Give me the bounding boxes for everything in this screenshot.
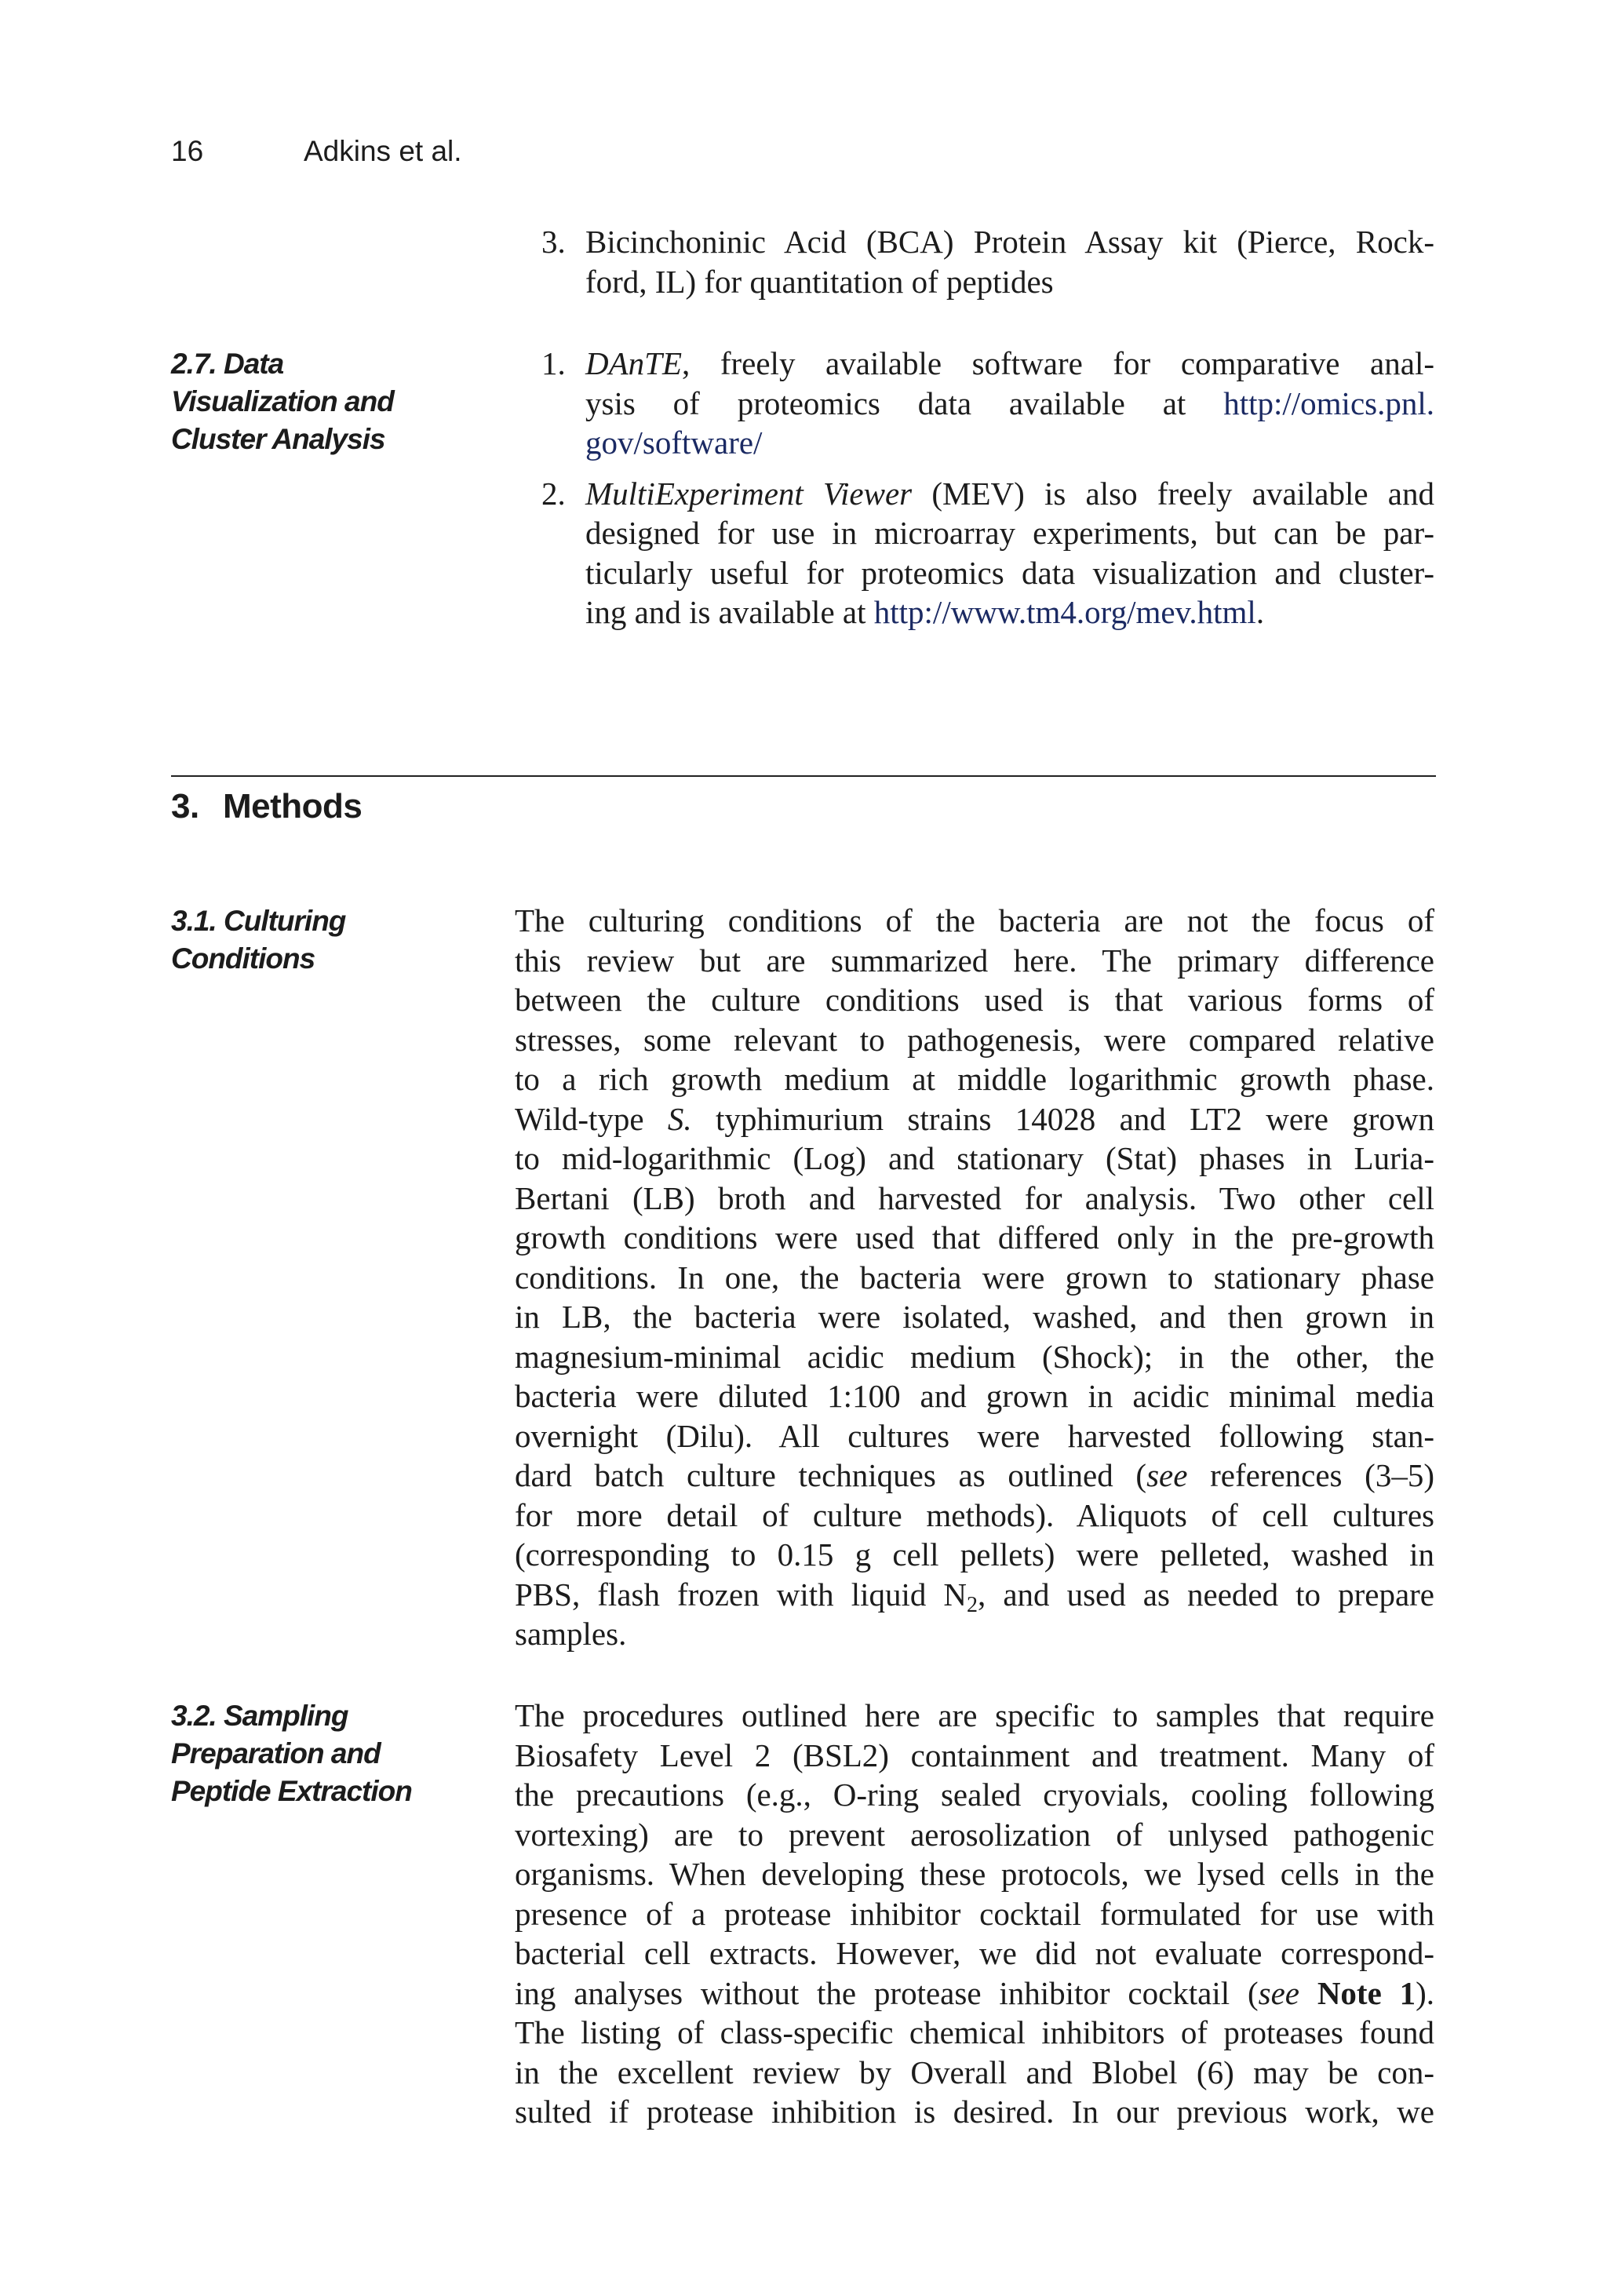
section-divider [171,775,1436,777]
paragraph-line: presence of a protease inhibitor cocktail formulated for use with [515,1895,1434,1932]
paragraph-text: Wild-type [515,1100,668,1137]
paragraph-text: , and used as needed to prepare [978,1576,1435,1613]
paragraph-line: conditions. In one, the bacteria were grown to stationary phase [515,1259,1434,1296]
list-item [541,474,1434,632]
paragraph-line: Biosafety Level 2 (BSL2) containment and treatment. Many of [515,1737,1434,1773]
paragraph-line: between the culture conditions used is that various forms of [515,982,1434,1018]
running-header [171,135,462,168]
software-list [541,344,1434,632]
heading-line: Visualization and [171,385,394,417]
sampling-preparation-paragraph [515,1696,1434,2132]
dante-link-continued[interactable]: gov/software/ [585,425,763,461]
paragraph-line: for more detail of culture methods). Aliquots of cell cultures [515,1496,1434,1533]
paragraph-text: typhimurium strains 14028 and LT2 were grown [691,1100,1434,1137]
list-item-number: 1. [541,345,566,381]
paragraph-line: growth conditions were used that differed only in the pre-growth [515,1219,1434,1256]
paragraph-line: samples. [515,1616,627,1652]
paragraph-line: bacterial cell extracts. However, we did not evaluate correspond- [515,1935,1434,1971]
paragraph-line: magnesium-minimal acidic medium (Shock); in the other, the [515,1338,1434,1375]
paragraph-line: in the excellent review by Overall and Blobel (6) may be con- [515,2054,1434,2090]
paragraph-text: ). [1416,1974,1434,2011]
list-item [541,222,1434,301]
paragraph-line: The listing of class-specific chemical inhibitors of proteases found [515,2014,1434,2050]
section-heading-methods [171,783,362,830]
heading-line: Preparation and [171,1737,381,1769]
heading-line: Cluster Analysis [171,423,385,455]
culturing-conditions-paragraph [515,901,1434,1654]
heading-line: 2.7. Data [171,348,284,380]
punctuation: . [1255,594,1265,630]
list-item [541,344,1434,463]
software-name: DAnTE [585,345,682,381]
paragraph-line: bacteria were diluted 1:100 and grown in acidic minimal media [515,1378,1434,1414]
section-title: Methods [223,787,363,825]
paragraph-line: Bertani (LB) broth and harvested for analysis. Two other cell [515,1179,1434,1216]
subsection-heading-2-7 [171,345,430,458]
running-title: Adkins et al. [304,135,462,167]
list-item-text: (MEV) is also freely available and [912,475,1434,512]
paragraph-line: to a rich growth medium at middle logarithmic growth phase. [515,1061,1434,1097]
list-item-line: Bicinchoninic Acid (BCA) Protein Assay kit (Pierce, Rock- [585,224,1434,260]
list-item-text: ing and is available at [585,594,874,630]
list-item-line: ford, IL) for quantitation of peptides [585,263,1054,300]
heading-line: Conditions [171,942,315,975]
paragraph-line: stresses, some relevant to pathogenesis, were compared relative [515,1021,1434,1058]
heading-line: Peptide Extraction [171,1775,412,1807]
materials-list-continued [541,222,1434,301]
mev-link[interactable]: http://www.tm4.org/mev.html [873,594,1256,630]
list-item-text: , freely available software for comparative anal- [682,345,1434,381]
paragraph-line: sulted if protease inhibition is desired. In our previous work, we [515,2094,1434,2130]
subsection-heading-3-1 [171,902,430,978]
paragraph-line: vortexing) are to prevent aerosolization of unlysed pathogenic [515,1816,1434,1853]
dante-link[interactable]: http://omics.pnl. [1223,384,1434,421]
paragraph-line: (corresponding to 0.15 g cell pellets) were pelleted, washed in [515,1536,1434,1573]
see-reference: see [1146,1457,1188,1493]
paragraph-line: The culturing conditions of the bacteria are not the focus of [515,902,1434,938]
list-item-text: ysis of proteomics data available at [585,384,1224,421]
list-item-number: 3. [541,224,566,260]
species-abbrev: S. [667,1100,692,1137]
list-item-line: ticularly useful for proteomics data visualization and cluster- [585,554,1434,591]
paragraph-line: organisms. When developing these protocols, we lysed cells in the [515,1856,1434,1892]
paragraph-line: The procedures outlined here are specific to samples that require [515,1697,1434,1733]
space [1299,1975,1317,2011]
software-name: MultiExperiment Viewer [585,475,913,512]
heading-line: 3.2. Sampling [171,1700,348,1732]
paragraph-text: references (3–5) [1187,1457,1434,1493]
subscript: 2 [967,1592,978,1617]
see-reference: see [1258,1974,1299,2011]
paragraph-line: to mid-logarithmic (Log) and stationary (Stat) phases in Luria- [515,1140,1434,1176]
section-number: 3. [171,787,199,825]
page-number: 16 [171,135,204,167]
paragraph-text: PBS, flash frozen with liquid N [515,1576,967,1613]
paragraph-line: in LB, the bacteria were isolated, washed, and then grown in [515,1299,1434,1335]
note-reference: Note 1 [1317,1974,1416,2011]
paragraph-line: overnight (Dilu). All cultures were harvested following stan- [515,1417,1434,1454]
heading-line: 3.1. Culturing [171,905,346,937]
paragraph-text: dard batch culture techniques as outlined ( [515,1457,1147,1493]
paragraph-line: the precautions (e.g., O-ring sealed cryovials, cooling following [515,1777,1434,1813]
paragraph-text: ing analyses without the protease inhibitor cocktail ( [515,1974,1259,2011]
list-item-number: 2. [541,475,566,512]
subsection-heading-3-2 [171,1697,430,1810]
list-item-line: designed for use in microarray experiments, but can be par- [585,515,1434,551]
paragraph-line: this review but are summarized here. The primary difference [515,942,1434,979]
